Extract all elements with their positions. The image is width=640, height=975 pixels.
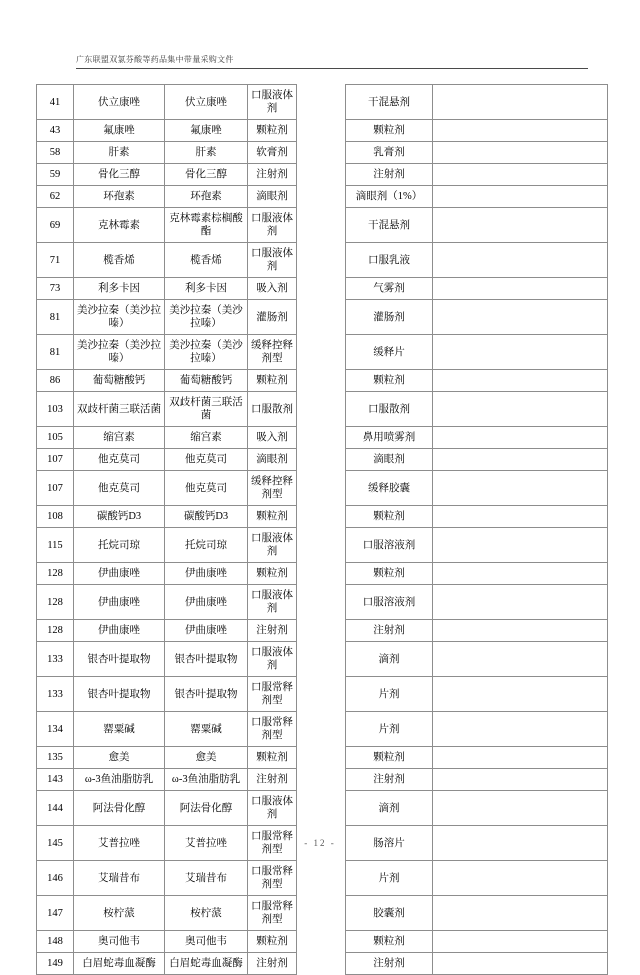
row-target-dosage-form: 注射剂 <box>346 769 433 791</box>
row-dosage-form: 吸入剂 <box>248 427 297 449</box>
row-note-cell <box>433 896 608 931</box>
row-generic-name: 伊曲康唑 <box>165 585 248 620</box>
row-dosage-form: 缓释控释剂型 <box>248 335 297 370</box>
row-note-cell <box>433 243 608 278</box>
row-id: 133 <box>37 677 74 712</box>
row-dosage-form: 颗粒剂 <box>248 747 297 769</box>
table-row <box>346 791 608 826</box>
header-rule <box>76 68 588 69</box>
table-row <box>346 392 608 427</box>
row-dosage-form: 注射剂 <box>248 164 297 186</box>
row-generic-name: 银杏叶提取物 <box>165 642 248 677</box>
row-target-dosage-form: 颗粒剂 <box>346 370 433 392</box>
row-target-dosage-form: 缓释片 <box>346 335 433 370</box>
row-generic-name: 桉柠蒎 <box>165 896 248 931</box>
row-id: 105 <box>37 427 74 449</box>
row-target-dosage-form: 滴剂 <box>346 642 433 677</box>
row-note-cell <box>433 164 608 186</box>
table-row <box>346 370 608 392</box>
row-target-dosage-form: 干混悬剂 <box>346 208 433 243</box>
row-generic-name: 伏立康唑 <box>165 85 248 120</box>
row-generic-name: 罂粟碱 <box>165 712 248 747</box>
row-note-cell <box>433 335 608 370</box>
table-row <box>37 427 297 449</box>
table-row <box>37 449 297 471</box>
row-generic-name: 白眉蛇毒血凝酶 <box>165 953 248 975</box>
row-note-cell <box>433 278 608 300</box>
row-dosage-form: 口服常释剂型 <box>248 712 297 747</box>
row-target-dosage-form: 颗粒剂 <box>346 747 433 769</box>
row-id: 145 <box>37 826 74 861</box>
table-row <box>346 427 608 449</box>
row-target-dosage-form: 片剂 <box>346 677 433 712</box>
table-row <box>346 471 608 506</box>
row-generic-name: 奥司他韦 <box>165 931 248 953</box>
table-row <box>346 449 608 471</box>
row-dosage-form: 口服液体剂 <box>248 243 297 278</box>
table-row <box>346 164 608 186</box>
row-drug-name: 他克莫司 <box>74 449 165 471</box>
row-generic-name: 肝素 <box>165 142 248 164</box>
row-note-cell <box>433 585 608 620</box>
row-dosage-form: 口服液体剂 <box>248 85 297 120</box>
row-drug-name: 艾普拉唑 <box>74 826 165 861</box>
row-note-cell <box>433 392 608 427</box>
row-drug-name: 美沙拉秦（美沙拉嗪） <box>74 300 165 335</box>
row-id: 86 <box>37 370 74 392</box>
row-target-dosage-form: 片剂 <box>346 712 433 747</box>
row-id: 128 <box>37 563 74 585</box>
row-note-cell <box>433 370 608 392</box>
row-dosage-form: 口服液体剂 <box>248 585 297 620</box>
row-generic-name: 伊曲康唑 <box>165 620 248 642</box>
row-drug-name: 榄香烯 <box>74 243 165 278</box>
table-row <box>37 300 297 335</box>
row-id: 134 <box>37 712 74 747</box>
row-drug-name: 环孢素 <box>74 186 165 208</box>
row-target-dosage-form: 口服乳液 <box>346 243 433 278</box>
row-id: 135 <box>37 747 74 769</box>
row-target-dosage-form: 肠溶片 <box>346 826 433 861</box>
row-target-dosage-form: 颗粒剂 <box>346 120 433 142</box>
row-note-cell <box>433 449 608 471</box>
table-row <box>346 506 608 528</box>
table-row <box>37 563 297 585</box>
table-row <box>37 896 297 931</box>
row-generic-name: 他克莫司 <box>165 449 248 471</box>
row-id: 73 <box>37 278 74 300</box>
row-id: 59 <box>37 164 74 186</box>
row-id: 107 <box>37 471 74 506</box>
row-dosage-form: 颗粒剂 <box>248 506 297 528</box>
table-row <box>37 769 297 791</box>
row-generic-name: 伊曲康唑 <box>165 563 248 585</box>
table-row <box>37 506 297 528</box>
table-row <box>37 791 297 826</box>
row-id: 144 <box>37 791 74 826</box>
table-row <box>37 186 297 208</box>
row-generic-name: 葡萄糖酸钙 <box>165 370 248 392</box>
row-target-dosage-form: 滴眼剂（1%） <box>346 186 433 208</box>
table-row <box>346 142 608 164</box>
row-dosage-form: 颗粒剂 <box>248 563 297 585</box>
row-drug-name: 氟康唑 <box>74 120 165 142</box>
table-row <box>37 953 297 975</box>
row-id: 81 <box>37 300 74 335</box>
row-dosage-form: 口服散剂 <box>248 392 297 427</box>
table-row <box>346 769 608 791</box>
row-generic-name: ω-3鱼油脂肪乳 <box>165 769 248 791</box>
row-drug-name: 肝素 <box>74 142 165 164</box>
row-note-cell <box>433 142 608 164</box>
row-note-cell <box>433 769 608 791</box>
table-row <box>346 896 608 931</box>
row-drug-name: 碳酸钙D3 <box>74 506 165 528</box>
row-generic-name: 美沙拉秦（美沙拉嗪） <box>165 335 248 370</box>
row-id: 58 <box>37 142 74 164</box>
running-header <box>0 54 640 69</box>
row-drug-name: 奥司他韦 <box>74 931 165 953</box>
row-note-cell <box>433 186 608 208</box>
row-target-dosage-form: 干混悬剂 <box>346 85 433 120</box>
row-target-dosage-form: 胶囊剂 <box>346 896 433 931</box>
row-generic-name: 阿法骨化醇 <box>165 791 248 826</box>
row-note-cell <box>433 506 608 528</box>
row-id: 108 <box>37 506 74 528</box>
row-generic-name: 克林霉素棕榈酸酯 <box>165 208 248 243</box>
row-id: 43 <box>37 120 74 142</box>
row-target-dosage-form: 口服散剂 <box>346 392 433 427</box>
table-row <box>37 370 297 392</box>
table-row <box>346 712 608 747</box>
row-target-dosage-form: 颗粒剂 <box>346 506 433 528</box>
row-dosage-form: 口服液体剂 <box>248 208 297 243</box>
table-row <box>37 142 297 164</box>
row-drug-name: 愈美 <box>74 747 165 769</box>
row-dosage-form: 灌肠剂 <box>248 300 297 335</box>
row-generic-name: 利多卡因 <box>165 278 248 300</box>
table-row <box>37 642 297 677</box>
table-row <box>346 528 608 563</box>
row-target-dosage-form: 注射剂 <box>346 620 433 642</box>
row-dosage-form: 吸入剂 <box>248 278 297 300</box>
table-row <box>346 300 608 335</box>
row-target-dosage-form: 乳膏剂 <box>346 142 433 164</box>
row-dosage-form: 颗粒剂 <box>248 931 297 953</box>
row-note-cell <box>433 791 608 826</box>
table-row <box>346 335 608 370</box>
table-row <box>346 677 608 712</box>
row-note-cell <box>433 427 608 449</box>
row-drug-name: 阿法骨化醇 <box>74 791 165 826</box>
row-dosage-form: 口服常释剂型 <box>248 826 297 861</box>
row-generic-name: 美沙拉秦（美沙拉嗪） <box>165 300 248 335</box>
row-generic-name: 愈美 <box>165 747 248 769</box>
row-drug-name: 双歧杆菌三联活菌 <box>74 392 165 427</box>
row-note-cell <box>433 471 608 506</box>
table-row <box>37 85 297 120</box>
table-row <box>37 120 297 142</box>
row-generic-name: 环孢素 <box>165 186 248 208</box>
table-row <box>346 243 608 278</box>
table-row <box>37 677 297 712</box>
row-note-cell <box>433 85 608 120</box>
row-drug-name: ω-3鱼油脂肪乳 <box>74 769 165 791</box>
row-note-cell <box>433 953 608 975</box>
table-row <box>37 528 297 563</box>
row-note-cell <box>433 677 608 712</box>
row-target-dosage-form: 缓释胶囊 <box>346 471 433 506</box>
row-drug-name: 葡萄糖酸钙 <box>74 370 165 392</box>
table-row <box>37 164 297 186</box>
row-target-dosage-form: 气雾剂 <box>346 278 433 300</box>
row-drug-name: 骨化三醇 <box>74 164 165 186</box>
row-dosage-form: 口服液体剂 <box>248 528 297 563</box>
row-generic-name: 双歧杆菌三联活菌 <box>165 392 248 427</box>
row-drug-name: 伊曲康唑 <box>74 585 165 620</box>
row-drug-name: 银杏叶提取物 <box>74 642 165 677</box>
row-dosage-form: 口服常释剂型 <box>248 861 297 896</box>
row-id: 71 <box>37 243 74 278</box>
row-dosage-form: 注射剂 <box>248 620 297 642</box>
table-row <box>346 953 608 975</box>
row-generic-name: 艾瑞昔布 <box>165 861 248 896</box>
row-dosage-form: 缓释控释剂型 <box>248 471 297 506</box>
table-row <box>37 208 297 243</box>
row-generic-name: 银杏叶提取物 <box>165 677 248 712</box>
table-row <box>37 585 297 620</box>
table-row <box>346 186 608 208</box>
running-header-text: 广东联盟双氯芬酸等药品集中带量采购文件 <box>76 55 234 64</box>
table-row <box>37 931 297 953</box>
table-row <box>346 120 608 142</box>
table-row <box>37 747 297 769</box>
row-id: 148 <box>37 931 74 953</box>
row-dosage-form: 口服常释剂型 <box>248 896 297 931</box>
row-target-dosage-form: 灌肠剂 <box>346 300 433 335</box>
row-target-dosage-form: 颗粒剂 <box>346 931 433 953</box>
row-generic-name: 榄香烯 <box>165 243 248 278</box>
table-row <box>346 747 608 769</box>
row-drug-name: 伊曲康唑 <box>74 620 165 642</box>
row-target-dosage-form: 注射剂 <box>346 164 433 186</box>
row-drug-name: 缩宫素 <box>74 427 165 449</box>
table-row <box>346 208 608 243</box>
row-id: 128 <box>37 585 74 620</box>
row-id: 62 <box>37 186 74 208</box>
row-dosage-form: 注射剂 <box>248 769 297 791</box>
table-row <box>346 85 608 120</box>
row-id: 81 <box>37 335 74 370</box>
row-drug-name: 白眉蛇毒血凝酶 <box>74 953 165 975</box>
row-note-cell <box>433 747 608 769</box>
table-row <box>346 620 608 642</box>
table-row <box>346 563 608 585</box>
row-generic-name: 他克莫司 <box>165 471 248 506</box>
table-row <box>37 861 297 896</box>
row-drug-name: 利多卡因 <box>74 278 165 300</box>
row-generic-name: 碳酸钙D3 <box>165 506 248 528</box>
table-row <box>346 642 608 677</box>
row-dosage-form: 滴眼剂 <box>248 449 297 471</box>
row-drug-name: 他克莫司 <box>74 471 165 506</box>
row-dosage-form: 软膏剂 <box>248 142 297 164</box>
row-note-cell <box>433 300 608 335</box>
row-target-dosage-form: 口服溶液剂 <box>346 585 433 620</box>
row-generic-name: 缩宫素 <box>165 427 248 449</box>
row-note-cell <box>433 931 608 953</box>
row-id: 69 <box>37 208 74 243</box>
table-row <box>346 861 608 896</box>
row-dosage-form: 颗粒剂 <box>248 120 297 142</box>
row-dosage-form: 口服液体剂 <box>248 642 297 677</box>
row-drug-name: 托烷司琼 <box>74 528 165 563</box>
row-target-dosage-form: 滴剂 <box>346 791 433 826</box>
row-target-dosage-form: 注射剂 <box>346 953 433 975</box>
row-note-cell <box>433 563 608 585</box>
row-generic-name: 氟康唑 <box>165 120 248 142</box>
row-id: 133 <box>37 642 74 677</box>
row-drug-name: 罂粟碱 <box>74 712 165 747</box>
row-id: 146 <box>37 861 74 896</box>
row-note-cell <box>433 120 608 142</box>
table-row <box>346 278 608 300</box>
table-row <box>37 471 297 506</box>
table-row <box>37 243 297 278</box>
row-target-dosage-form: 口服溶液剂 <box>346 528 433 563</box>
row-target-dosage-form: 鼻用喷雾剂 <box>346 427 433 449</box>
row-dosage-form: 滴眼剂 <box>248 186 297 208</box>
row-dosage-form: 口服常释剂型 <box>248 677 297 712</box>
row-generic-name: 艾普拉唑 <box>165 826 248 861</box>
table-row <box>37 620 297 642</box>
row-id: 128 <box>37 620 74 642</box>
table-row <box>37 335 297 370</box>
row-id: 143 <box>37 769 74 791</box>
row-drug-name: 伏立康唑 <box>74 85 165 120</box>
row-generic-name: 骨化三醇 <box>165 164 248 186</box>
row-note-cell <box>433 208 608 243</box>
row-dosage-form: 颗粒剂 <box>248 370 297 392</box>
row-target-dosage-form: 颗粒剂 <box>346 563 433 585</box>
row-id: 115 <box>37 528 74 563</box>
row-drug-name: 伊曲康唑 <box>74 563 165 585</box>
row-target-dosage-form: 滴眼剂 <box>346 449 433 471</box>
row-drug-name: 克林霉素 <box>74 208 165 243</box>
row-drug-name: 艾瑞昔布 <box>74 861 165 896</box>
table-row <box>346 931 608 953</box>
row-generic-name: 托烷司琼 <box>165 528 248 563</box>
row-dosage-form: 口服液体剂 <box>248 791 297 826</box>
table-row <box>37 712 297 747</box>
row-note-cell <box>433 528 608 563</box>
page-number: - 12 - <box>304 838 336 848</box>
row-target-dosage-form: 片剂 <box>346 861 433 896</box>
row-id: 149 <box>37 953 74 975</box>
row-note-cell <box>433 861 608 896</box>
row-id: 103 <box>37 392 74 427</box>
row-id: 147 <box>37 896 74 931</box>
row-note-cell <box>433 642 608 677</box>
row-drug-name: 银杏叶提取物 <box>74 677 165 712</box>
row-dosage-form: 注射剂 <box>248 953 297 975</box>
row-id: 41 <box>37 85 74 120</box>
row-note-cell <box>433 712 608 747</box>
row-drug-name: 美沙拉秦（美沙拉嗪） <box>74 335 165 370</box>
row-id: 107 <box>37 449 74 471</box>
row-note-cell <box>433 620 608 642</box>
row-drug-name: 桉柠蒎 <box>74 896 165 931</box>
table-row <box>37 392 297 427</box>
table-row <box>346 585 608 620</box>
table-row <box>37 278 297 300</box>
